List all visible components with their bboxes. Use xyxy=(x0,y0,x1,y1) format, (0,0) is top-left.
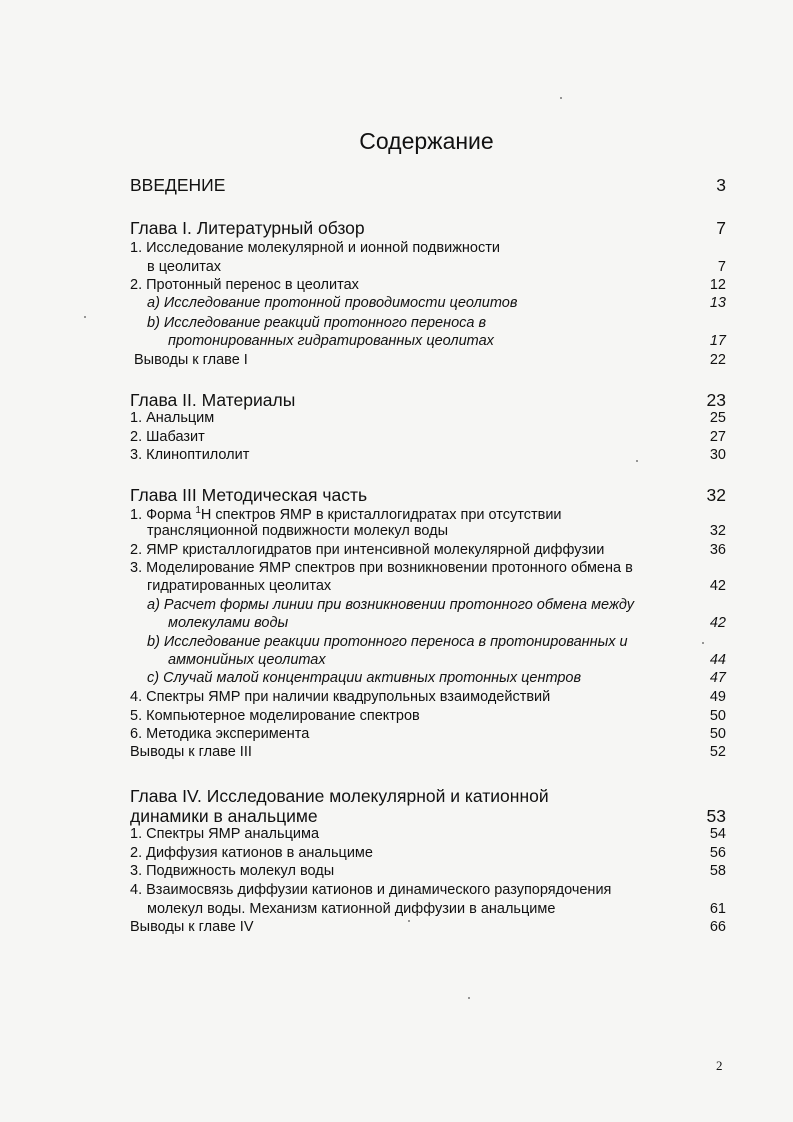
toc-subentry: b) Исследование реакции протонного переноса в протонированных и xyxy=(147,634,628,650)
toc-entry: в цеолитах 7 xyxy=(147,259,726,275)
toc-chapter-3-heading: Глава III Методическая часть 32 xyxy=(130,485,726,505)
toc-entry: молекул воды. Механизм катионной диффузии в анальциме 61 xyxy=(147,901,726,917)
toc-entry: 4. Взаимосвязь диффузии катионов и динамического разупорядочения xyxy=(130,882,612,898)
scan-speck xyxy=(408,920,410,922)
toc-conclusion-3: Выводы к главе III 52 xyxy=(130,744,726,760)
toc-entry: трансляционной подвижности молекул воды 32 xyxy=(147,523,726,539)
toc-subentry: протонированных гидратированных цеолитах 17 xyxy=(168,333,726,349)
scan-speck xyxy=(560,97,562,99)
toc-conclusion-4: Выводы к главе IV 66 xyxy=(130,919,726,935)
toc-entry: 2. ЯМР кристаллогидратов при интенсивной молекулярной диффузии 36 xyxy=(130,542,726,558)
page-number: 2 xyxy=(716,1058,723,1073)
toc-entry: 2. Шабазит 27 xyxy=(130,429,726,445)
toc-entry: 2. Протонный перенос в цеолитах 12 xyxy=(130,277,726,293)
toc-conclusion-1: Выводы к главе I 22 xyxy=(134,352,726,368)
toc-subentry: аммонийных цеолитах 44 xyxy=(168,652,726,668)
toc-entry: 1. Анальцим 25 xyxy=(130,410,726,426)
toc-entry: 1. Форма $^1$Н спектров ЯМР в кристаллогидратах при отсутствии xyxy=(130,505,562,523)
toc-subentry: a) Исследование протонной проводимости цеолитов 13 xyxy=(147,295,726,311)
toc-chapter-2-heading: Глава II. Материалы 23 xyxy=(130,390,726,410)
page-title: Содержание xyxy=(359,128,494,154)
toc-chapter-1-heading: Глава I. Литературный обзор 7 xyxy=(130,218,726,238)
scan-speck xyxy=(636,460,638,462)
toc-subentry: a) Расчет формы линии при возникновении протонного обмена между xyxy=(147,597,635,613)
scan-speck xyxy=(702,642,704,644)
toc-subentry: b) Исследование реакций протонного переноса в xyxy=(147,315,487,331)
toc-entry: 1. Исследование молекулярной и ионной подвижности xyxy=(130,240,500,256)
toc-chapter-4-heading: Глава IV. Исследование молекулярной и катионной xyxy=(130,786,549,806)
toc-entry: 6. Методика эксперимента 50 xyxy=(130,726,726,742)
toc-entry: 3. Подвижность молекул воды 58 xyxy=(130,863,726,879)
toc-entry: 5. Компьютерное моделирование спектров 50 xyxy=(130,708,726,724)
toc-subentry: молекулами воды 42 xyxy=(168,615,726,631)
toc-entry-intro: ВВЕДЕНИЕ 3 xyxy=(130,175,726,195)
toc-subentry: c) Случай малой концентрации активных протонных центров 47 xyxy=(147,670,726,686)
toc-entry: 4. Спектры ЯМР при наличии квадрупольных взаимодействий 49 xyxy=(130,689,726,705)
toc-chapter-4-heading: динамики в анальциме 53 xyxy=(130,806,726,826)
toc-entry: гидратированных цеолитах 42 xyxy=(147,578,726,594)
toc-entry: 1. Спектры ЯМР анальцима 54 xyxy=(130,826,726,842)
scan-speck xyxy=(468,997,470,999)
toc-entry: 3. Клиноптилолит 30 xyxy=(130,447,726,463)
toc-entry: 3. Моделирование ЯМР спектров при возникновении протонного обмена в xyxy=(130,560,633,576)
toc-entry: 2. Диффузия катионов в анальциме 56 xyxy=(130,845,726,861)
scan-speck xyxy=(84,316,86,318)
